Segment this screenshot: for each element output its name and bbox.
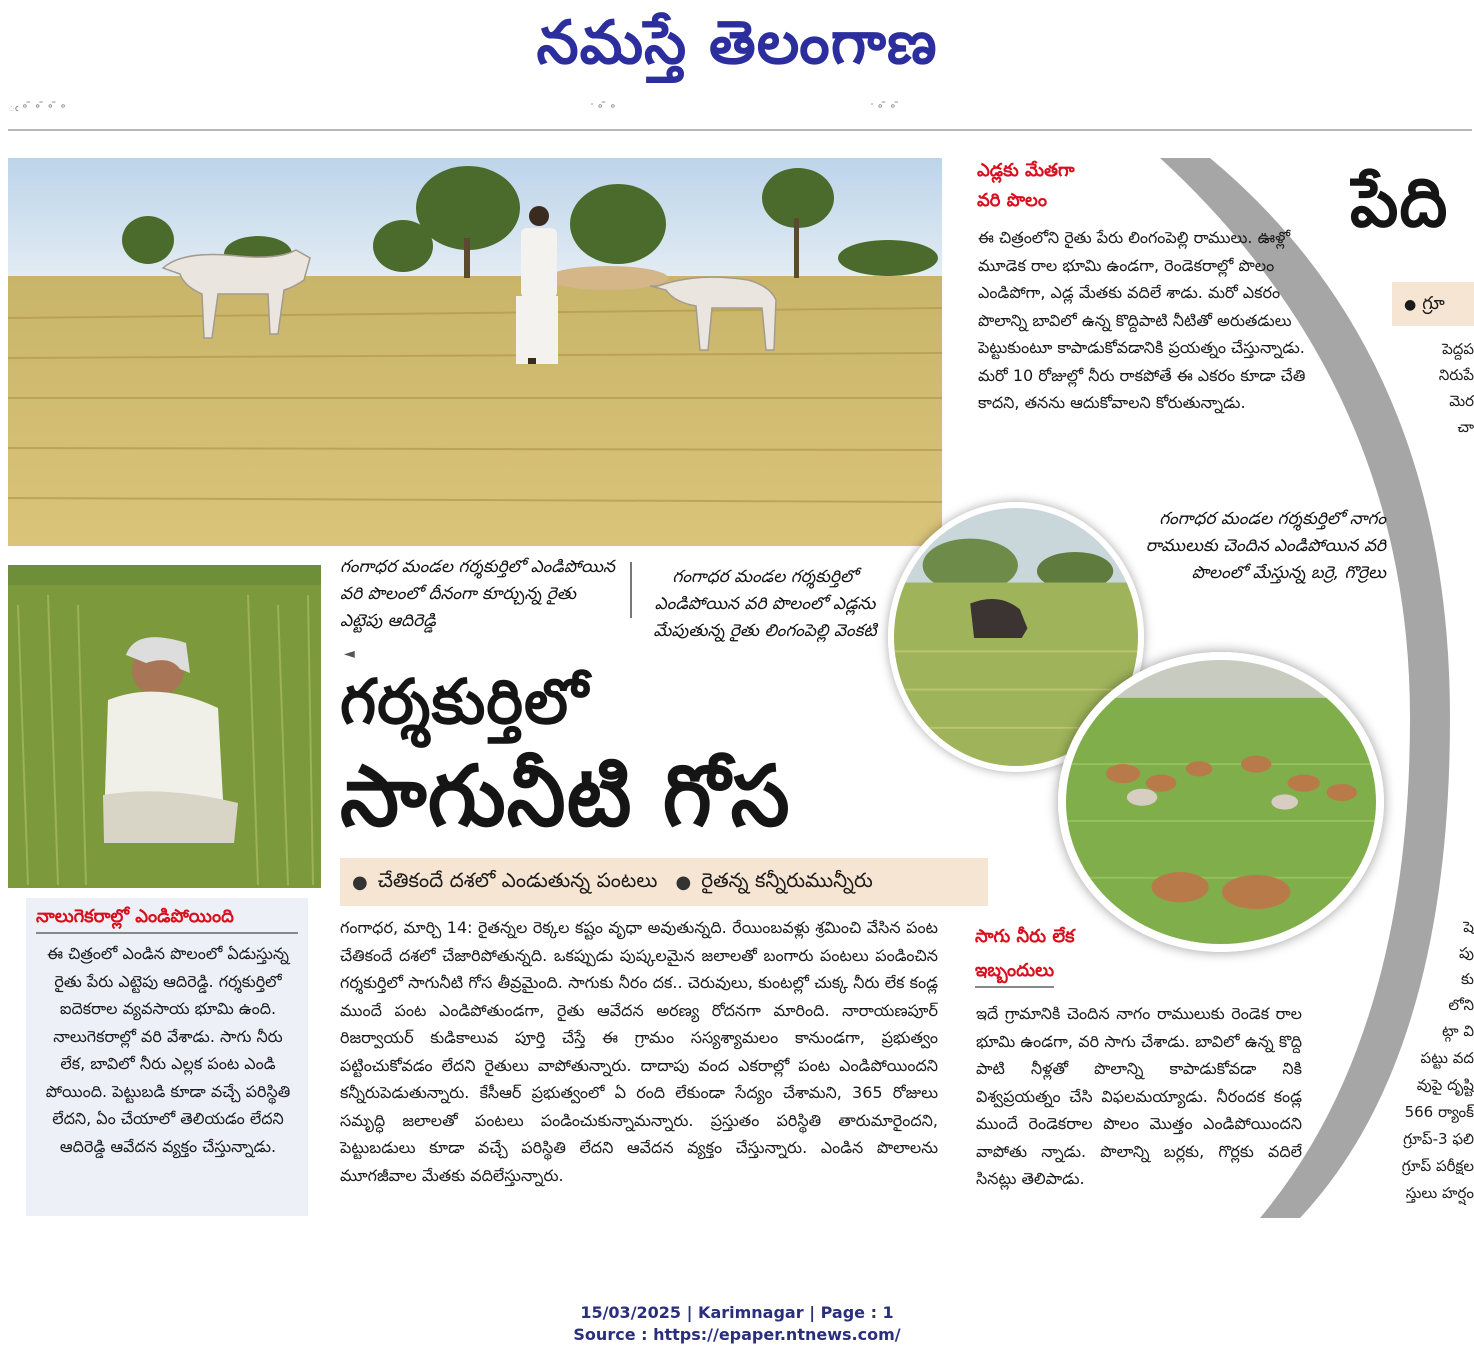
caption-divider [630,562,632,618]
bullet-icon: ● [675,871,692,893]
bullet-icon: ● [1404,297,1417,313]
main-photo-dry-paddy [8,158,942,546]
edge-body-top: పెద్దప నిరుపే మెర చా [1438,340,1474,436]
right-bottom-heading-1: సాగు నీరు లేక [975,926,1075,947]
sidebar-heading: నాలుగెకరాల్లో ఎండిపోయింది [36,902,298,934]
footer-edition-line: 15/03/2025 | Karimnagar | Page : 1 [580,1303,894,1322]
subhead-1: చేతికందే దశలో ఎండుతున్న పంటలు [377,867,658,892]
headline-line-2: సాగునీటి గోస [340,747,791,845]
right-bottom-heading-2: ఇబ్బందులు [975,956,1054,988]
clipped-text-strip: ఁ ॰ ̄ ॰ ̄ ॰ ̄ ॰ ॱ ॰ ̄ ॰ ॱ ॰ ̄ ॰ ̄ [8,100,900,112]
masthead [0,0,1474,96]
bullet-icon: ● [352,871,368,893]
caption-adireddy: గంగాధర మండల గర్శకుర్తిలో ఎండిపోయిన వరి పొలంలో దీనంగా కూర్చున్న రైతు ఎట్టెపు ఆదిరెడ్డి [340,557,615,631]
edge-bullet-band [1392,282,1474,326]
edge-body-mid: షె పు కు లోని [1448,918,1474,1014]
right-top-heading-2: వరి పొలం [977,190,1047,211]
footer-source-line: Source : https://epaper.ntnews.com/ [573,1325,901,1344]
right-top-body: ఈ చిత్రంలోని రైతు పేరు లింగంపెల్లి రాములు. ఊళ్లో మూడెక రాల భూమి ఉండగా, రెండెకరాల్లో పొలం ఎండిపోగా, ఎడ్ల మేతకు వదిలే శాడు. మరో ఎకరం పొలాన్ని బావిలో ఉన్న కొద్దిపాటి నీటితో అరుతడులు పెట్టుకుంటూ కాపాడుకోవడానికి ప్రయత్నం చేస్తున్నాడు. మరో 10 రోజుల్లో నీరు రాకపోతే ఈ ఎకరం కూడా చేతి కాదని, తనను ఆదుకోవాలని కోరుతున్నాడు. [978,228,1306,412]
story-body: గంగాధర, మార్చి 14: రైతన్నల రెక్కల కష్టం వృధా అవుతున్నది. రేయింబవళ్లు శ్రమించి వేసిన పంట చేతికందే దశలో చేజారిపోతున్నది. ఒకప్పుడు పుష్కలమైన జలాలతో బంగారు పంటలు పండించిన గర్శకుర్తిలో సాగునీటి గోస తీవ్రమైంది. సాగుకు నీరం దక.. చెరువులు, కుంటల్లో చుక్క నీరు లేక కండ్ల ముందే పంట ఎండిపోతుండగా, రైతు ఆవేదన అరణ్య రోదనగా మారింది. నారాయణపూర్ రిజర్వాయర్ కుడికాలువ పూర్తి చేస్తే ఈ గ్రామం సస్యశ్యామలం కానుండగా, ప్రభుత్వం పట్టించుకోవడం లేదని రైతులు వాపోతున్నారు. దాదాపు వంద ఎకరాల్లో పంట ఎండిపోయిందని కన్నీరుపెడుతున్నారు. కేసీఆర్ ప్రభుత్వంలో ఏ రంది లేకుండా సేద్యం చేశామని, 365 రోజులు సమృద్ధి జలాలతో పంటలు పండించుకున్నామన్నారు. ప్రస్తుతం పరిస్థితి తారుమారైందని, పెట్టుబడులు కూడా వచ్చే పరిస్థితి లేదని ఆవేదన వ్యక్తం చేస్తున్నారు. ఎండిన పొలాలను మూగజీవాల మేతకు వదిలేస్తున్నారు. [340,918,938,1185]
footer [0,1302,1474,1346]
right-top-heading-1: ఎడ్లకు మేతగా [977,160,1075,181]
edge-bullet-text: గ్రూ [1422,293,1445,314]
newspaper-title: నమస్తే తెలంగాణ [536,8,938,78]
edge-body-bottom: ట్గా వి పట్టు వద వుపై దృష్టి 566 ర్యాంక్ గ్రూప్-3 ఫలి గ్రూప్ పరీక్షల స్తులు హర్షం [1401,1022,1474,1202]
caption-nagam-ramulu: గంగాధర మండల గర్శకుర్తిలో నాగం రాములుకు చెందిన ఎండిపోయిన వరి పొలంలో మేస్తున్న బర్రె, గొర్రెలు [1145,509,1386,583]
edge-headline-fragment: పేది [1350,164,1449,243]
right-bottom-body: ఇదే గ్రామానికి చెందిన నాగం రాములుకు రెండెక రాల భూమి ఉండగా, వరి సాగు చేశాడు. బావిలో ఉన్న కొద్ది పాటి నీళ్లతో పొలాన్ని కాపాడుకోవడా నికి విశ్వప్రయత్నం చేసి విఫలమయ్యాడు. నీరందక కండ్ల ముందే రెండెకరాల పొలం మొత్తం ఎండిపోయిందని వాపోతు న్నాడు. పొలాన్ని బర్లకు, గొర్లకు వదిలే సినట్లు తెలిపాడు. [976,1004,1302,1188]
photo-farmer-adireddy [8,565,321,888]
arrow-icon: ◄ [344,646,355,662]
header-rule [8,129,1472,131]
subhead-band [340,858,988,906]
subhead-2: రైతన్న కన్నీరుమున్నీరు [701,867,873,892]
headline-line-1: గర్శకుర్తిలో [340,665,589,738]
caption-venkati: గంగాధర మండల గర్శకుర్తిలో ఎండిపోయిన వరి పొలంలో ఎడ్లను మేపుతున్న రైతు లింగంపెల్లి వెంకటి [653,567,877,641]
sidebar-body: ఈ చిత్రంలో ఎండిన పొలంలో ఏడుస్తున్న రైతు పేరు ఎట్టెపు ఆదిరెడ్డి. గర్శకుర్తిలో ఐదెకరాల వ్యవసాయ భూమి ఉంది. నాలుగెకరాల్లో వరి వేశాడు. సాగు నీరు లేక, బావిలో నీరు ఎల్లక పంట ఎండి పోయింది. పెట్టుబడి కూడా వచ్చే పరిస్థితి లేదని, ఏం చేయాలో తెలియడం లేదని ఆదిరెడ్డి ఆవేదన వ్యక్తం చేస్తున్నాడు. [45,944,291,1156]
